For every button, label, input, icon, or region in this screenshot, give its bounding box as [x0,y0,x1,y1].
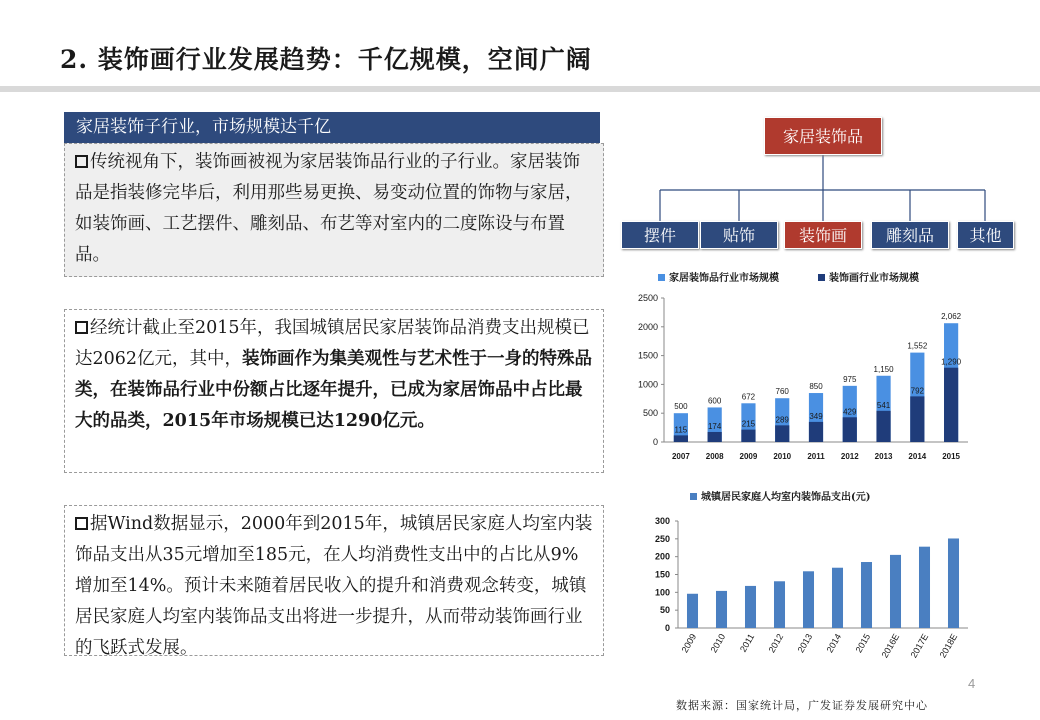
data-label-painting: 429 [843,407,857,417]
bar [774,581,785,628]
bar-painting [944,368,958,442]
data-label-painting: 792 [910,386,925,396]
chart-legend [690,490,870,503]
bar [832,568,843,628]
tree-root-node: 家居装饰品 [764,117,882,155]
bar [890,555,901,628]
x-tick-label: 2009 [739,452,758,461]
chart-legend [658,271,920,284]
x-tick-label: 2012 [766,632,786,655]
x-tick-label: 2013 [795,632,815,655]
y-tick-label: 2000 [637,321,658,332]
bar-painting [674,435,688,442]
wind-data-text: 据Wind数据显示，2000年到2015年，城镇居民家庭人均室内装饰品支出从35元增加至185元，在人均消费性支出中的占比从9%增加至14%。预计未来随着居民收入的提升和消费观念转变，城镇居民家庭人均室内装饰品支出将进一步提升，从而带动装饰画行业的飞跃式发展。 [75,514,593,658]
data-label-painting: 174 [707,421,722,431]
data-label-total: 1,150 [873,364,894,374]
bar [716,591,727,628]
data-label-total: 500 [674,402,688,412]
data-label-painting: 541 [876,400,891,410]
data-label-painting: 215 [741,419,756,429]
bar [745,586,756,628]
legend-swatch [818,274,825,281]
legend-label: 装饰画行业市场规模 [829,273,919,284]
market-size-text: 经统计截止至2015年，我国城镇居民家居装饰品消费支出规模已达2062亿元，其中， [75,318,590,369]
data-label-total: 850 [809,382,823,392]
data-label-total: 975 [843,374,857,384]
x-tick-label: 2008 [705,452,724,461]
x-tick-label: 2010 [773,452,792,461]
x-tick-label: 2011 [807,452,825,461]
tree-leaf-baijian: 摆件 [621,221,699,249]
data-label-painting: 1,290 [941,357,962,367]
x-tick-label: 2011 [737,632,757,654]
x-tick-label: 2017E [908,632,931,660]
data-label-painting: 289 [775,415,789,425]
legend-label: 城镇居民家庭人均室内装饰品支出(元) [701,492,871,503]
bar-painting [843,417,857,442]
data-label-painting: 349 [809,411,823,421]
data-label-total: 1,552 [907,341,928,351]
page-title: 2. 装饰画行业发展趋势：千亿规模，空间广阔 [60,45,592,74]
x-tick-label: 2009 [679,632,699,655]
market-size-bold-text: 装饰画作为集美观性与艺术性于一身的特殊品类，在装饰品行业中份额占比逐年提升，已成为家居饰品中占比最大的品类，2015年市场规模已达1290亿元。 [75,349,593,431]
section-header: 家居装饰子行业，市场规模达千亿 [64,112,600,143]
tree-leaf-tieshi: 贴饰 [700,221,778,249]
bar [861,562,872,628]
legend-label: 家居装饰品行业市场规模 [669,273,779,284]
market-size-chart [628,268,978,468]
y-tick-label: 0 [652,437,658,447]
data-label-total: 2,062 [941,312,962,322]
bar-painting [809,422,823,442]
definition-text: 传统视角下，装饰画被视为家居装饰品行业的子行业。家居装饰品是指装修完毕后，利用那些易更换、易变动位置的饰物与家居，如装饰画、工艺摆件、雕刻品、布艺等对室内的二度陈设与布置品。 [75,152,583,265]
y-tick-label: 1500 [637,350,658,361]
per-capita-chart [628,486,978,682]
x-tick-label: 2014 [908,452,927,461]
tree-leaf-diaokepin: 雕刻品 [871,221,949,249]
y-tick-label: 1000 [637,379,658,390]
data-label-total: 672 [741,392,756,402]
x-tick-label: 2015 [853,632,873,655]
legend-swatch [690,493,697,500]
y-tick-label: 150 [654,569,670,580]
x-tick-label: 2015 [942,452,961,461]
tree-leaf-qita: 其他 [957,221,1014,249]
bar-painting [910,396,924,442]
bar-painting [741,430,755,442]
bar-painting [775,425,789,442]
y-tick-label: 200 [654,551,670,562]
bar-painting [708,432,722,442]
y-tick-label: 2500 [637,293,658,303]
x-tick-label: 2013 [874,452,893,461]
data-label-total: 600 [707,396,722,406]
bar [948,538,959,628]
x-tick-label: 2010 [708,632,728,655]
data-label-painting: 115 [674,425,688,435]
bar-painting [876,411,890,442]
bar [687,594,698,628]
page-number: 4 [968,676,976,691]
x-tick-label: 2007 [671,452,690,461]
x-tick-label: 2018E [937,632,960,660]
y-tick-label: 500 [642,408,658,419]
legend-swatch [658,274,665,281]
y-tick-label: 50 [659,605,670,616]
tree-leaf-zhuangshihua: 装饰画 [784,221,862,249]
y-tick-label: 0 [664,623,670,633]
bar [919,547,930,628]
x-tick-label: 2016E [879,632,902,660]
x-tick-label: 2012 [840,452,859,461]
source-note: 数据来源：国家统计局，广发证券发展研究中心 [676,699,928,712]
y-tick-label: 100 [654,587,670,598]
data-label-total: 760 [775,387,789,397]
x-tick-label: 2014 [824,632,844,655]
y-tick-label: 300 [654,516,670,526]
y-tick-label: 250 [654,533,670,544]
bar [803,571,814,628]
